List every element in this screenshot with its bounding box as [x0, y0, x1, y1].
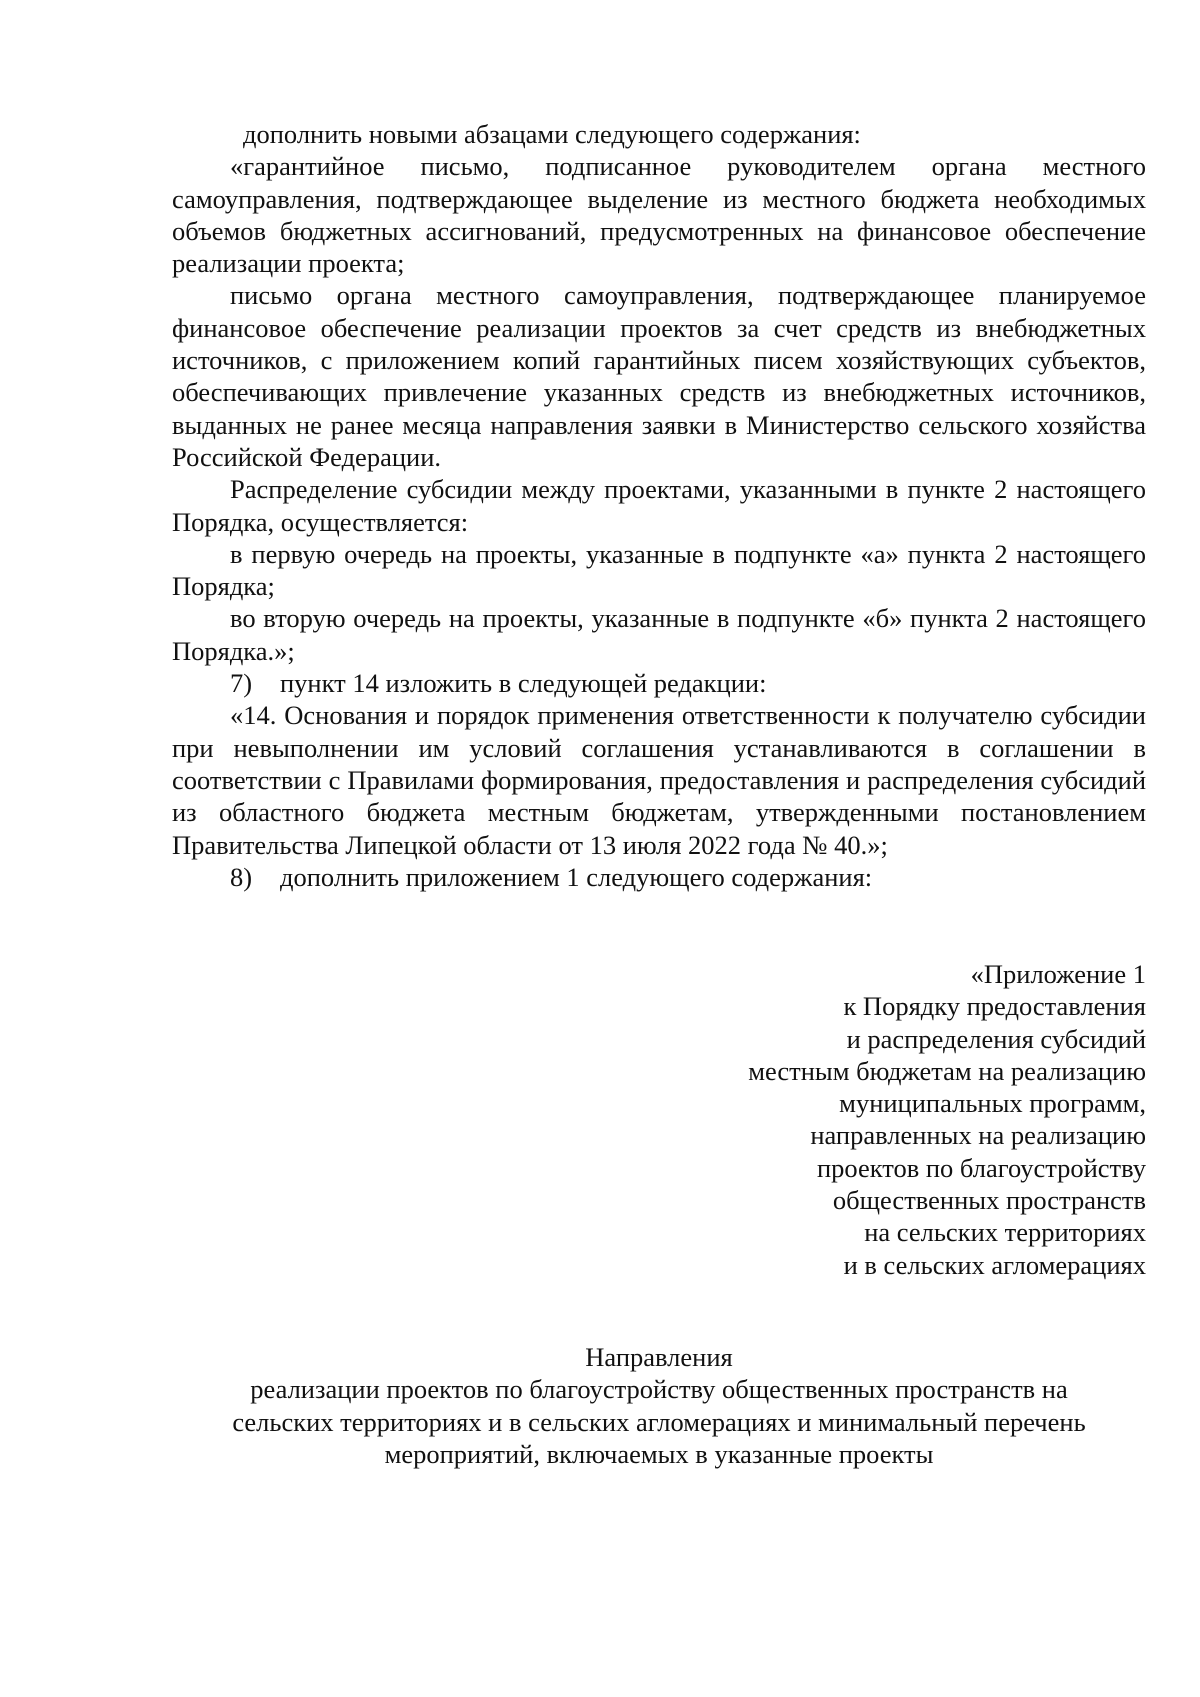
document-body	[172, 118, 1146, 893]
paragraph-second-priority: во вторую очередь на проекты, указанные в подпункте «б» пункта 2 настоящего Порядка.»;	[172, 603, 1146, 666]
paragraph-guarantee-letter: «гарантийное письмо, подписанное руководителем органа местного самоуправления, подтверждающее выделение из местного бюджета необходимых объемов бюджетных ассигнований, предусмотренных на финансовое обеспечение реализации проекта;	[172, 151, 1146, 279]
appendix-line: к Порядку предоставления	[843, 991, 1146, 1022]
title-line: сельских территориях и в сельских агломерациях и минимальный перечень	[232, 1406, 1086, 1437]
title-line: реализации проектов по благоустройству общественных пространств на	[250, 1374, 1068, 1405]
paragraph-distribution: Распределение субсидии между проектами, указанными в пункте 2 настоящего Порядка, осуществляется:	[172, 474, 1146, 537]
item-number: 7)	[230, 668, 253, 699]
appendix-header	[586, 958, 1146, 1281]
appendix-line: и в сельских агломерациях	[843, 1249, 1146, 1280]
section-title	[172, 1341, 1146, 1470]
appendix-line: местным бюджетам на реализацию	[748, 1055, 1146, 1086]
paragraph-intro: дополнить новыми абзацами следующего содержания:	[243, 119, 861, 149]
paragraph-first-priority: в первую очередь на проекты, указанные в подпункте «а» пункта 2 настоящего Порядка;	[172, 538, 1146, 602]
title-heading: Направления	[585, 1342, 733, 1372]
appendix-line: «Приложение 1	[970, 959, 1146, 989]
item-text: дополнить приложением 1 следующего содержания:	[280, 861, 873, 892]
appendix-line: на сельских территориях	[864, 1217, 1146, 1248]
appendix-line: проектов по благоустройству	[816, 1152, 1146, 1183]
title-line: мероприятий, включаемых в указанные проекты	[384, 1438, 934, 1469]
numbered-item-7	[172, 667, 1146, 699]
appendix-line: и распределения субсидий	[846, 1023, 1146, 1054]
paragraph-funding-letter: письмо органа местного самоуправления, подтверждающее планируемое финансовое обеспечение реализации проектов за счет средств из внебюджетных источников, с приложением копий гарантийных писем хозяйствующих субъектов, обеспечивающих привлечение указанных средств из внебюджетных источников, выданных не ранее месяца направления заявки в Министерство сельского хозяйства Российской Федерации.	[172, 280, 1146, 472]
item-text: пункт 14 изложить в следующей редакции:	[280, 668, 767, 699]
numbered-item-8	[172, 861, 1146, 893]
appendix-line: муниципальных программ,	[839, 1088, 1146, 1119]
paragraph-point-14: «14. Основания и порядок применения ответственности к получателю субсидии при невыполнении им условий соглашения устанавливаются в соглашении в соответствии с Правилами формирования, предоставления и распределения субсидий из областного бюджета местным бюджетам, утвержденными постановлением Правительства Липецкой области от 13 июля 2022 года № 40.»;	[172, 700, 1146, 860]
item-number: 8)	[230, 861, 253, 892]
appendix-line: общественных пространств	[832, 1185, 1146, 1216]
appendix-line: направленных на реализацию	[810, 1120, 1146, 1151]
